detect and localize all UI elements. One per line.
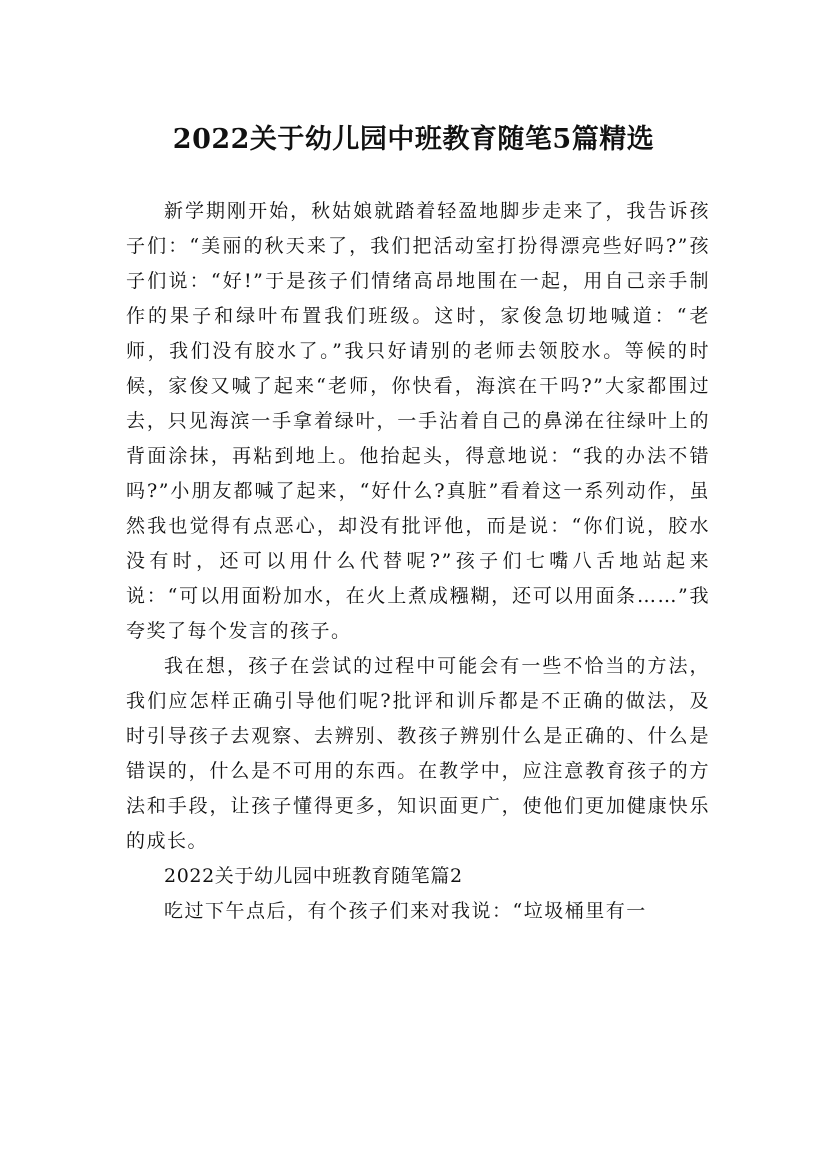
section-heading: 2022关于幼儿园中班教育随笔篇2 (164, 865, 463, 887)
document-title: 2022关于幼儿园中班教育随笔5篇精选 (172, 124, 655, 156)
body-paragraph: 新学期刚开始，秋姑娘就踏着轻盈地脚步走来了，我告诉孩子们：“美丽的秋天来了，我们把活动室打扮得漂亮些好吗?”孩子们说：“好!”于是孩子们情绪高昂地围在一起，用自己亲手制作的果子和绿叶布置我们班级。这时，家俊急切地喊道：“老师，我们没有胶水了。”我只好请别的老师去领胶水。等候的时候，家俊又喊了起来“老师，你快看，海滨在干吗?”大家都围过去，只见海滨一手拿着绿叶，一手沾着自己的鼻涕在往绿叶上的背面涂抹，再粘到地上。他抬起头，得意地说：“我的办法不错吗?”小朋友都喊了起来，“好什么?真脏”看着这一系列动作，虽然我也觉得有点恶心，却没有批评他，而是说：“你们说，胶水没有时，还可以用什么代替呢?”孩子们七嘴八舌地站起来说：“可以用面粉加水，在火上煮成糨糊，还可以用面条……”我夸奖了每个发言的孩子。 (126, 200, 710, 642)
body-paragraph: 我在想，孩子在尝试的过程中可能会有一些不恰当的方法，我们应怎样正确引导他们呢?批评和训斥都是不正确的做法，及时引导孩子去观察、去辨别、教孩子辨别什么是正确的、什么是错误的，什么是不可用的东西。在教学中，应注意教育孩子的方法和手段，让孩子懂得更多，知识面更广，使他们更加健康快乐的成长。 (126, 655, 710, 852)
body-paragraph: 吃过下午点后，有个孩子们来对我说：“垃圾桶里有一 (164, 900, 647, 922)
document-body (126, 194, 710, 929)
